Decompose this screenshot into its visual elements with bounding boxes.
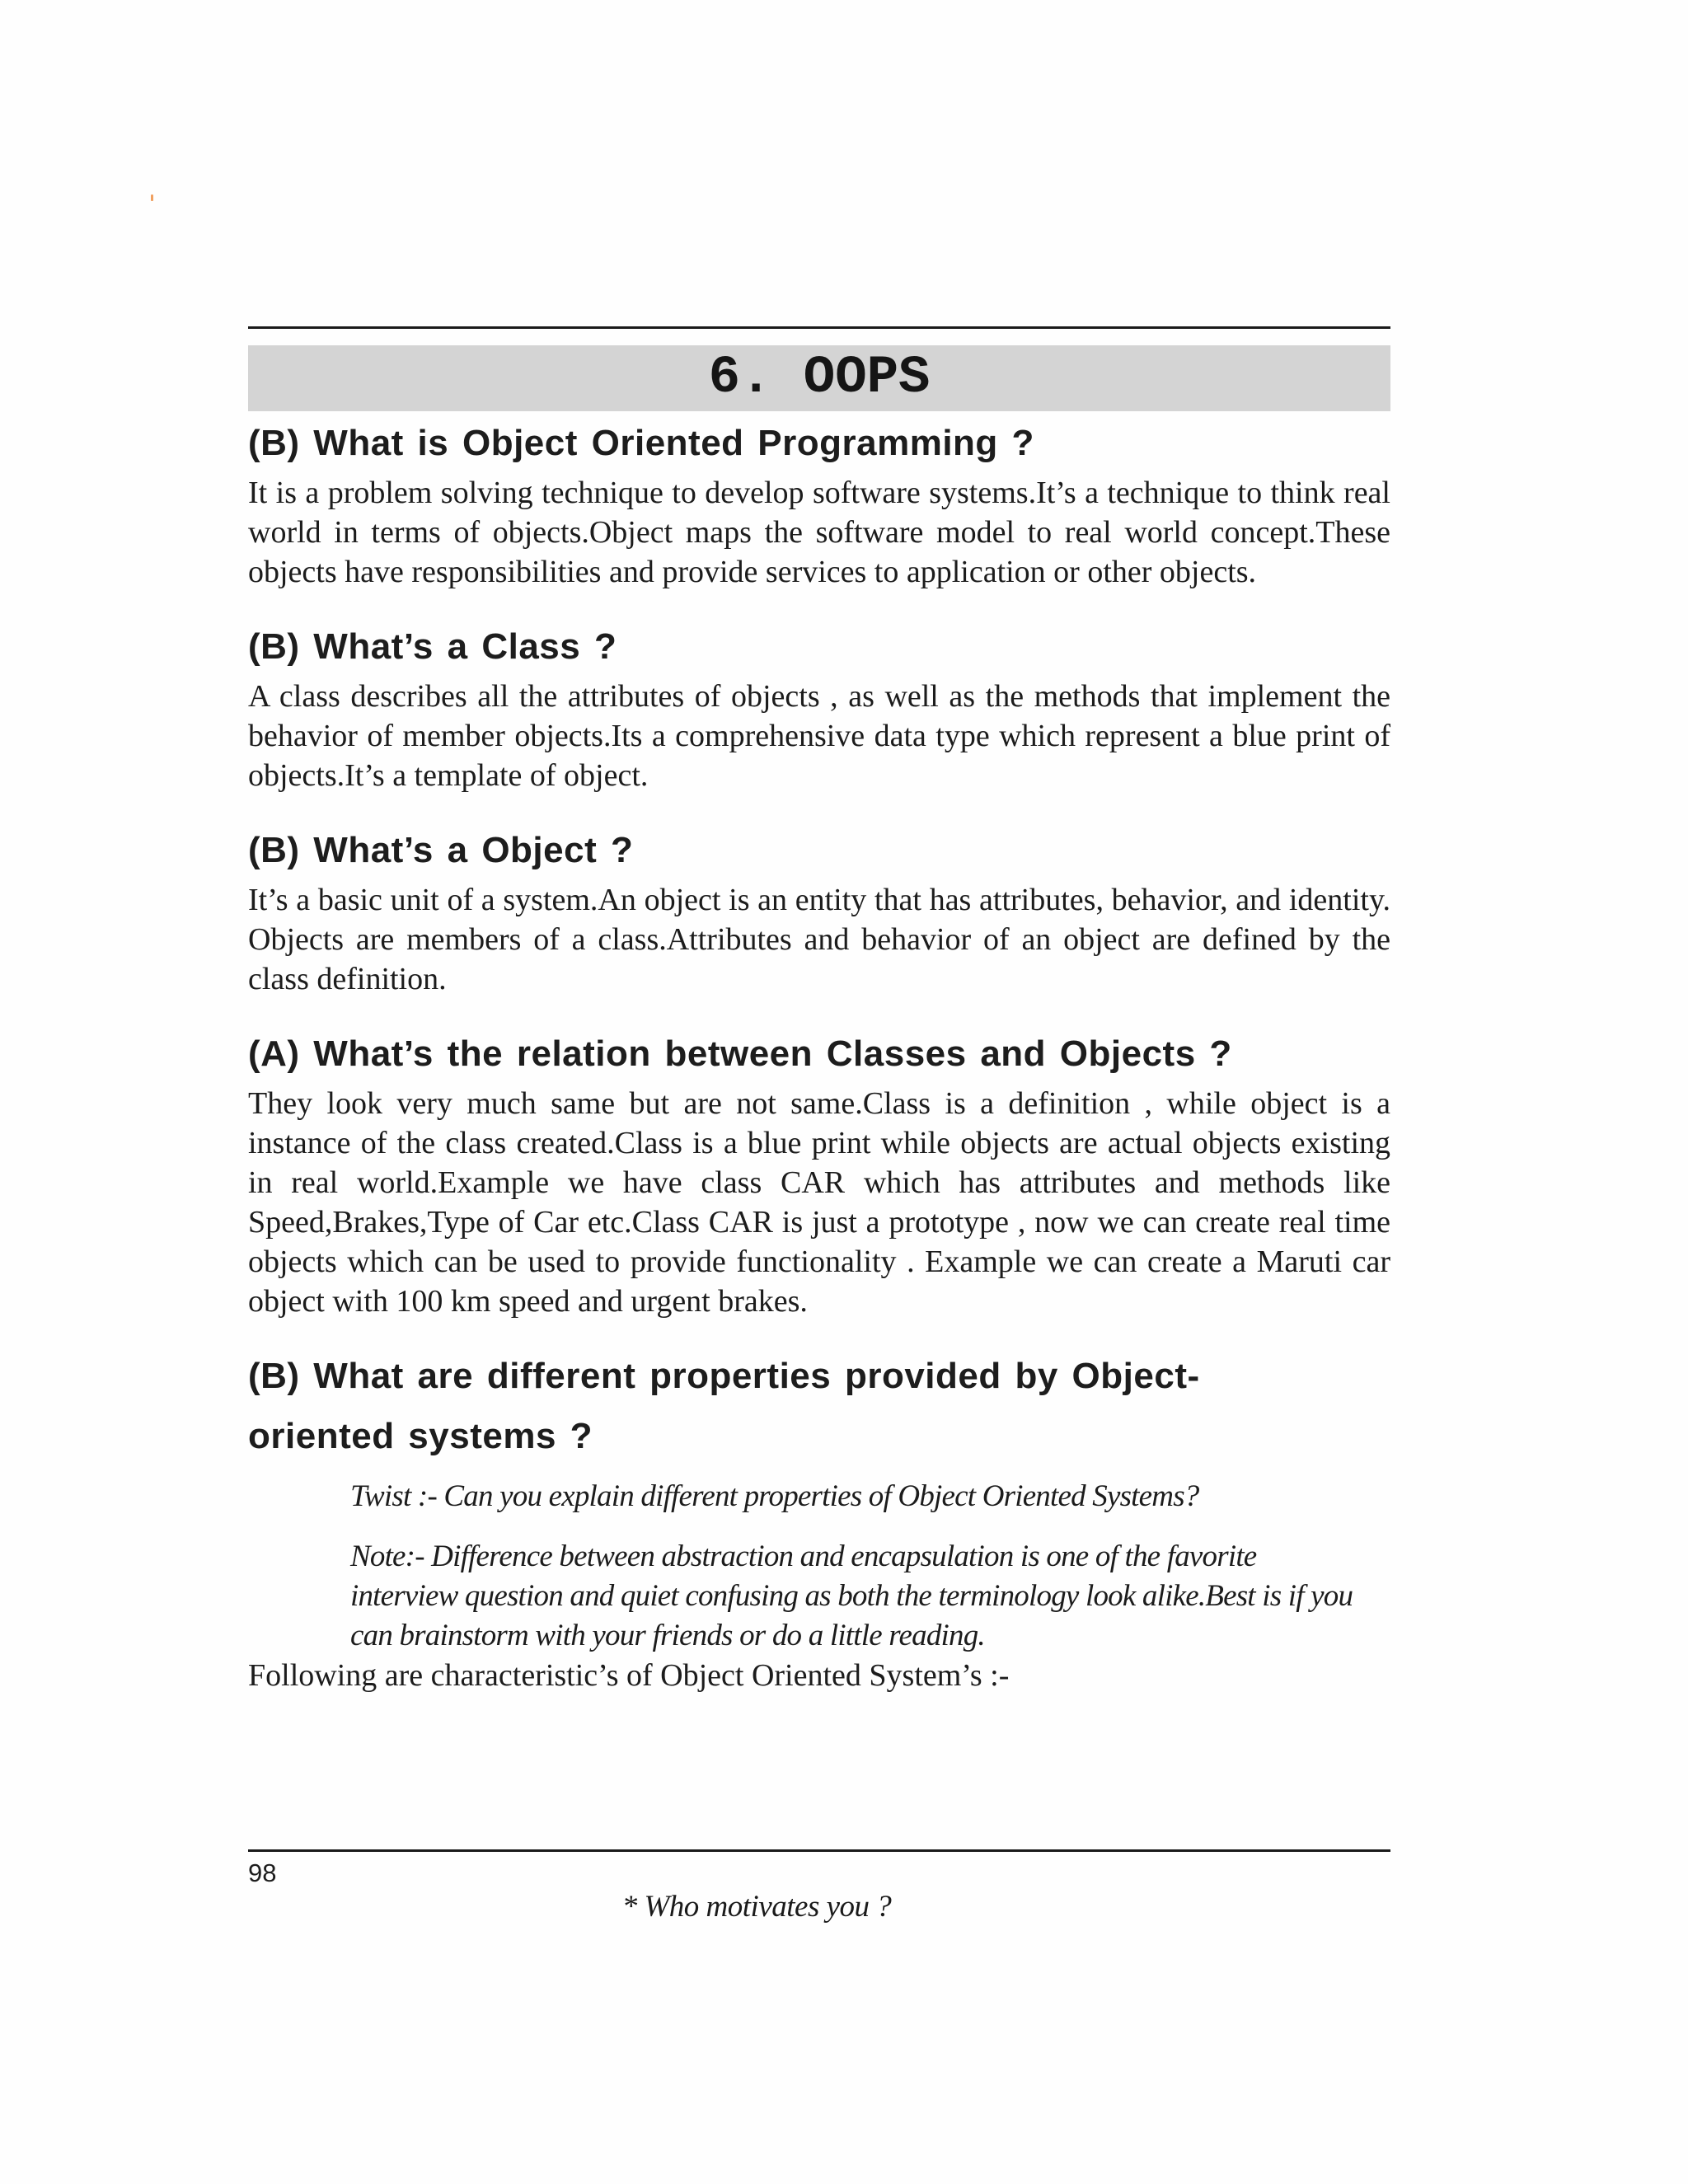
section-text-class: A class describes all the attributes of objects , as well as the methods that implement the behavior of member objects.Its a comprehensive data type which represent a blue print of objects.It’s a template of object. (248, 679, 1390, 793)
page-content (248, 326, 1390, 1695)
section-heading-properties-line2: oriented systems ? (248, 1416, 593, 1456)
section-heading-relation: (A) What’s the relation between Classes and Objects ? (248, 1033, 1232, 1074)
margin-mark (151, 194, 153, 201)
section-heading-properties (248, 1346, 1390, 1466)
section-text-relation: They look very much same but are not same.Class is a definition , while object is a instance of the class created.Class is a blue print while objects are actual objects existing in real world.Example we have class CAR which has attributes and methods like Speed,Brakes,Type of Car etc.Class CAR is just a prototype , now we can create real time objects which can be used to provide functionality . Example we can create a Maruti car object with 100 km speed and urgent brakes. (248, 1086, 1390, 1319)
section-heading-oop: (B) What is Object Oriented Programming ? (248, 423, 1034, 463)
footer-motto: * Who motivates you ? (621, 1890, 892, 1924)
top-rule (248, 326, 1390, 329)
chapter-title: 6. OOPS (248, 345, 1390, 411)
section-text-object: It’s a basic unit of a system.An object is an entity that has attributes, behavior, and identity. Objects are members of a class.Attributes and behavior of an object are defined by the class definition. (248, 883, 1390, 996)
following-text: Following are characteristic’s of Object Oriented System’s :- (248, 1658, 1010, 1693)
section-text-oop: It is a problem solving technique to develop software systems.It’s a technique to think real world in terms of objects.Object maps the software model to real world concept.These objects have responsibilities and provide services to application or other objects. (248, 476, 1390, 589)
interview-note: Note:- Difference between abstraction and encapsulation is one of the favorite interview question and quiet confusing as both the terminology look alike.Best is if you can brainstorm with your friends or do a little reading. (350, 1540, 1353, 1652)
page-number: 98 (248, 1858, 277, 1887)
section-heading-properties-line1: (B) What are different properties provided by Object- (248, 1356, 1200, 1396)
bottom-rule (248, 1849, 1390, 1852)
twist-note: Twist :- Can you explain different properties of Object Oriented Systems? (350, 1479, 1199, 1513)
section-heading-object: (B) What’s a Object ? (248, 830, 634, 870)
section-heading-class: (B) What’s a Class ? (248, 626, 617, 667)
page-footer (248, 1849, 1390, 1888)
